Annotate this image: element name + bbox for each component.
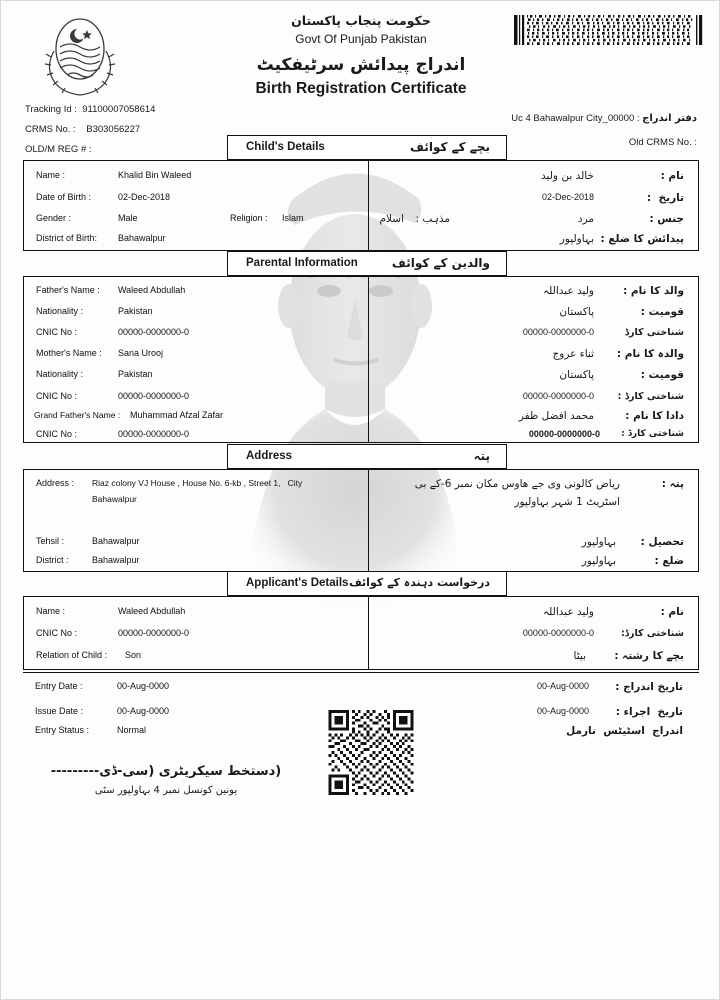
address-label: Address : (36, 478, 75, 488)
child-district-value-ur: بہاولپور (559, 233, 594, 245)
grandfather-cnic-label-ur: شناختی کارڈ : (621, 429, 684, 439)
child-religion-label-ur: مذہب : (415, 213, 450, 225)
father-name-value: Waleed Abdullah (118, 285, 186, 295)
applicant-cnic-value: 00000-0000000-0 (118, 628, 190, 638)
crms-no-value: B303056227 (86, 124, 141, 135)
crms-no-label: CRMS No. : (25, 124, 76, 135)
section-title-applicant-ur: درخواست دہندہ کے کوائف (348, 576, 490, 589)
father-nationality-label-ur: قومیت : (640, 306, 684, 318)
mother-name-label-ur: والدہ کا نام : (616, 348, 684, 360)
section-title-applicant-en: Applicant's Details (246, 577, 349, 589)
child-name-value: Khalid Bin Waleed (118, 170, 192, 180)
tracking-id-value: 91100007058614 (82, 104, 156, 115)
child-gender-value-ur: مرد (577, 213, 594, 225)
applicant-name-label: Name : (36, 606, 66, 616)
child-district-label-ur: پیدائش کا ضلع : (600, 233, 684, 245)
father-nationality-value: Pakistan (118, 306, 153, 316)
section-title-address-ur: پتہ (473, 449, 490, 463)
office-meta-block (511, 113, 697, 148)
section-header-child-details (227, 135, 507, 160)
child-gender-label: Gender : (36, 213, 72, 223)
applicant-name-value-ur: ولید عبداللہ (543, 606, 594, 618)
father-nationality-value-ur: پاکستان (559, 306, 594, 318)
child-district-value: Bahawalpur (118, 233, 166, 243)
grandfather-name-label-ur: دادا کا نام : (625, 410, 684, 422)
applicant-box-divider (368, 597, 369, 669)
union-council-line: یونین کونسل نمبر 4 بہاولپور سٹی (94, 785, 238, 796)
tehsil-value-ur: بہاولپور (581, 536, 616, 548)
office-row (511, 113, 697, 124)
govt-title-english: Govt Of Punjab Pakistan (295, 32, 427, 46)
pdf417-barcode (513, 15, 705, 45)
mother-cnic-value-ur: 00000-0000000-0 (522, 391, 594, 401)
mother-nationality-label: Nationality : (36, 369, 84, 379)
applicant-details-box (23, 596, 699, 670)
grandfather-name-label: Grand Father's Name : (34, 410, 121, 420)
child-dob-value: 02-Dec-2018 (118, 192, 171, 202)
office-sep: : (636, 113, 640, 124)
section-title-child-ur: بچے کے کوائف (410, 140, 490, 154)
address-box (23, 469, 699, 572)
old-reg-label: OLD/M REG # : (25, 144, 92, 155)
tehsil-label-ur: تحصیل : (640, 536, 684, 548)
old-crms-label: Old CRMS No. : (628, 137, 697, 148)
qr-code (327, 710, 415, 795)
entry-status-ur: اندراج اسٹیٹس نارمل (566, 725, 683, 737)
district-label-ur: ضلع : (654, 555, 684, 567)
address-line1-ur: ریاض کالونی وی جے ھاوس مکان نمبر 6-کے بی (414, 478, 620, 490)
tehsil-label: Tehsil : (36, 536, 65, 546)
grandfather-name-value: Muhammad Afzal Zafar (130, 410, 224, 420)
child-box-divider (368, 161, 369, 250)
tracking-id-label: Tracking Id : (25, 104, 77, 115)
entry-status-label: Entry Status : (35, 725, 90, 735)
issue-date-label: Issue Date : (35, 706, 84, 716)
child-name-value-ur: خالد بن ولید (541, 170, 594, 182)
child-dob-label-ur: تاریخ : (647, 192, 684, 204)
address-line2: Bahawalpur (92, 494, 137, 504)
applicant-relation-value-ur: بیٹا (573, 650, 586, 662)
child-religion-value: Islam (282, 213, 304, 223)
mother-cnic-value: 00000-0000000-0 (118, 391, 190, 401)
applicant-relation-label-ur: بچے کا رشتہ : (614, 650, 684, 662)
child-district-label: District of Birth: (36, 233, 98, 243)
mother-name-label: Mother's Name : (36, 348, 102, 358)
entry-date-value-ur: 00-Aug-0000 (536, 681, 589, 691)
father-nationality-label: Nationality : (36, 306, 84, 316)
certificate-title-urdu: اندراج پیدائش سرٹیفکیٹ (256, 55, 466, 75)
entry-status-value: Normal (117, 725, 147, 735)
punjab-government-emblem (34, 13, 126, 101)
entry-date-label-ur: تاریخ اندراج : (615, 681, 683, 693)
section-title-parental-ur: والدین کے کوائف (391, 256, 490, 270)
issue-date-label-ur: تاریخ اجراء : (615, 706, 683, 718)
child-dob-value-ur: 02-Dec-2018 (541, 192, 594, 202)
applicant-relation-value: Son (125, 650, 142, 660)
applicant-name-value: Waleed Abdullah (118, 606, 186, 616)
entry-date-value: 00-Aug-0000 (117, 681, 170, 691)
mother-nationality-label-ur: قومیت : (640, 369, 684, 381)
mother-name-value: Sana Urooj (118, 348, 164, 358)
section-title-address-en: Address (246, 450, 293, 462)
father-cnic-value-ur: 00000-0000000-0 (522, 327, 594, 337)
certificate-header (181, 13, 541, 98)
father-name-value-ur: ولید عبداللہ (543, 285, 594, 297)
father-name-label: Father's Name : (36, 285, 100, 295)
grandfather-name-value-ur: محمد افضل ظفر (518, 410, 594, 422)
grandfather-cnic-label: CNIC No : (36, 429, 78, 439)
child-dob-label: Date of Birth : (36, 192, 92, 202)
mother-cnic-label-ur: شناختی کارڈ : (617, 391, 684, 402)
applicant-cnic-label: CNIC No : (36, 628, 78, 638)
section-title-parental-en: Parental Information (246, 257, 358, 269)
old-crms-row (511, 137, 697, 148)
section-header-applicant-details (227, 571, 507, 596)
parental-box-divider (368, 277, 369, 442)
grandfather-cnic-value-ur: 00000-0000000-0 (528, 429, 600, 439)
crms-no-row (25, 124, 255, 135)
section-header-parental-information (227, 251, 507, 276)
parental-information-box (23, 276, 699, 443)
section-title-child-en: Child's Details (246, 141, 325, 153)
district-value-ur: بہاولپور (581, 555, 616, 567)
applicant-cnic-value-ur: 00000-0000000-0 (522, 628, 594, 638)
applicant-cnic-label-ur: شناختی کارڈ: (620, 628, 684, 639)
child-gender-value: Male (118, 213, 138, 223)
child-gender-label-ur: جنس : (649, 213, 684, 225)
certificate-title-english: Birth Registration Certificate (255, 80, 467, 97)
address-line1: Riaz colony VJ House , House No. 6-kb , Street 1, City (92, 478, 303, 488)
father-cnic-label-ur: شناختی کارڈ (624, 327, 684, 338)
father-cnic-value: 00000-0000000-0 (118, 327, 190, 337)
govt-title-urdu: حکومت پنجاب پاکستان (291, 13, 431, 28)
mother-nationality-value-ur: پاکستان (559, 369, 594, 381)
mother-nationality-value: Pakistan (118, 369, 153, 379)
issue-date-value: 00-Aug-0000 (117, 706, 170, 716)
applicant-name-label-ur: نام : (660, 606, 684, 618)
entry-separator-line (23, 672, 699, 673)
grandfather-cnic-value: 00000-0000000-0 (118, 429, 190, 439)
father-cnic-label: CNIC No : (36, 327, 78, 337)
signature-block (41, 764, 291, 796)
child-name-label: Name : (36, 170, 66, 180)
child-religion-value-ur: اسلام (379, 213, 404, 225)
district-value: Bahawalpur (92, 555, 140, 565)
child-details-box (23, 160, 699, 251)
mother-name-value-ur: ثناء عروج (552, 348, 594, 360)
applicant-relation-label: Relation of Child : (36, 650, 108, 660)
address-line2-ur: اسٹریٹ 1 شہر بہاولپور (514, 496, 620, 508)
child-name-label-ur: نام : (660, 170, 684, 182)
tracking-id-row (25, 104, 255, 115)
tracking-meta-block (25, 104, 255, 164)
district-label: District : (36, 555, 69, 565)
issue-date-value-ur: 00-Aug-0000 (536, 706, 589, 716)
office-label-urdu: دفتر اندراج (642, 113, 697, 124)
father-name-label-ur: والد کا نام : (623, 285, 684, 297)
child-religion-label: Religion : (230, 213, 268, 223)
old-reg-row (25, 144, 255, 155)
address-label-ur: پتہ : (661, 478, 684, 490)
signature-line: (دستخط سیکریٹری (سی-ڈی--------- (50, 764, 282, 779)
section-header-address (227, 444, 507, 469)
tehsil-value: Bahawalpur (92, 536, 140, 546)
office-value: Uc 4 Bahawalpur City_00000 (511, 113, 635, 124)
address-box-divider (368, 470, 369, 571)
mother-cnic-label: CNIC No : (36, 391, 78, 401)
entry-date-label: Entry Date : (35, 681, 83, 691)
